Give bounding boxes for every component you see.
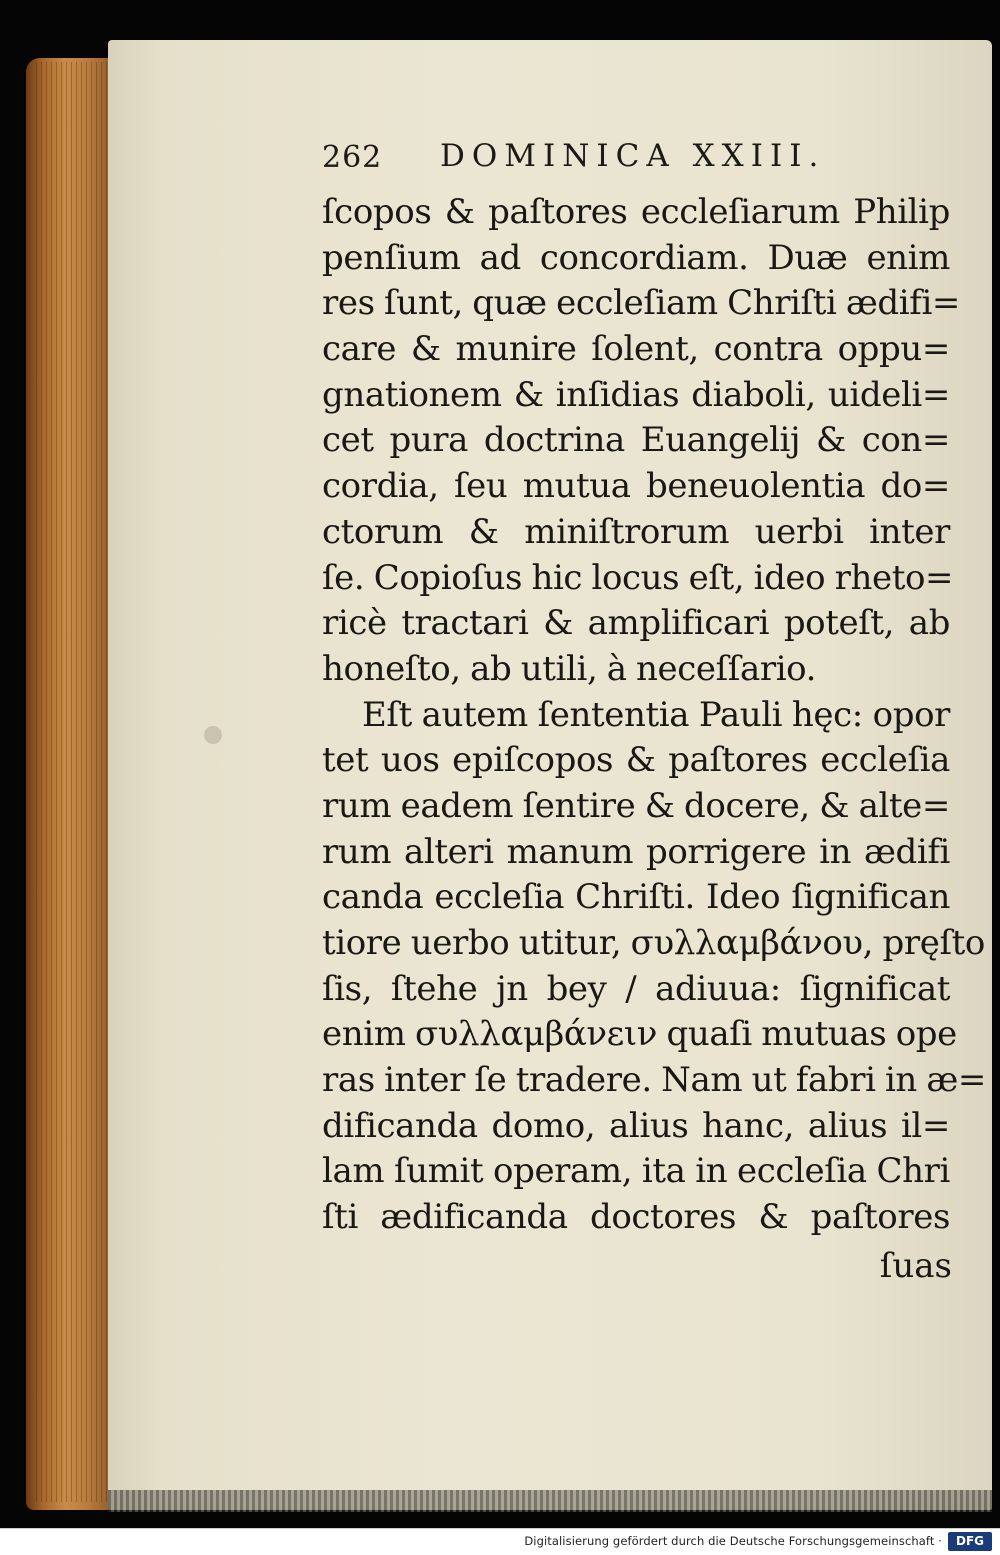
running-title: DOMINICA XXIII. [440,138,826,174]
page-edge-lines [36,62,108,1502]
text-line: honeſto, ab utili, à neceſſario. [322,648,817,689]
text-line: rum eadem ſentire & docere, & alte= [322,785,950,826]
text-line: ctorum & miniſtrorum uerbi inter [322,511,950,552]
text-line: ſcopos & paſtores eccleſiarum Philip [322,192,950,232]
paper-stain [204,726,222,744]
text-line: res ſunt, quæ eccleſiam Chriſti ædifi= [322,283,961,324]
text-line: ſti ædificanda doctores & paſtores [322,1197,950,1238]
text-line: ras inter ſe tradere. Nam ut fabri in æ= [322,1060,986,1101]
text-line: canda eccleſia Chriſti. Ideo ſignifican [322,877,950,918]
page-number: 262 [322,140,383,175]
text-line: gnationem & inſidias diaboli, uideli= [322,374,950,415]
text-line: ricè tractari & amplificari poteſt, ab [322,603,950,644]
catchword: ſuas [879,1246,952,1286]
digitization-footer [0,1528,1000,1555]
body-text [322,190,986,1241]
text-line: tiore uerbo utitur, συλλαμβάνου, pręſto [322,923,985,963]
text-line: Eſt autem ſententia Pauli hęc: opor [362,694,950,735]
text-line: ſis, ſtehe jn bey / adiuua: ſignificat [322,968,950,1009]
text-line: enim συλλαμβάνειν quaſi mutuas ope [322,1014,957,1055]
dfg-logo-icon: DFG [948,1532,992,1551]
page-header [322,136,947,180]
page-bottom-edge [108,1490,992,1512]
text-line: lam ſumit operam, ita in eccleſia Chri [322,1151,950,1192]
text-line: cet pura doctrina Euangelij & con= [322,420,950,461]
text-line: rum alteri manum porrigere in ædifi [322,831,950,872]
text-line: care & munire ſolent, contra oppu= [322,329,950,370]
text-line: dificanda domo, alius hanc, alius il= [322,1105,950,1146]
text-line: tet uos epiſcopos & paſtores eccleſia [322,740,950,781]
funding-credit: Digitalisierung gefördert durch die Deutsche Forschungsgemeinschaft · [524,1534,942,1548]
text-line: ſe. Copioſus hic locus eſt, ideo rheto= [322,557,954,598]
text-line: penſium ad concordiam. Duæ enim [322,237,950,278]
text-line: cordia, ſeu mutua beneuolentia do= [322,466,950,507]
